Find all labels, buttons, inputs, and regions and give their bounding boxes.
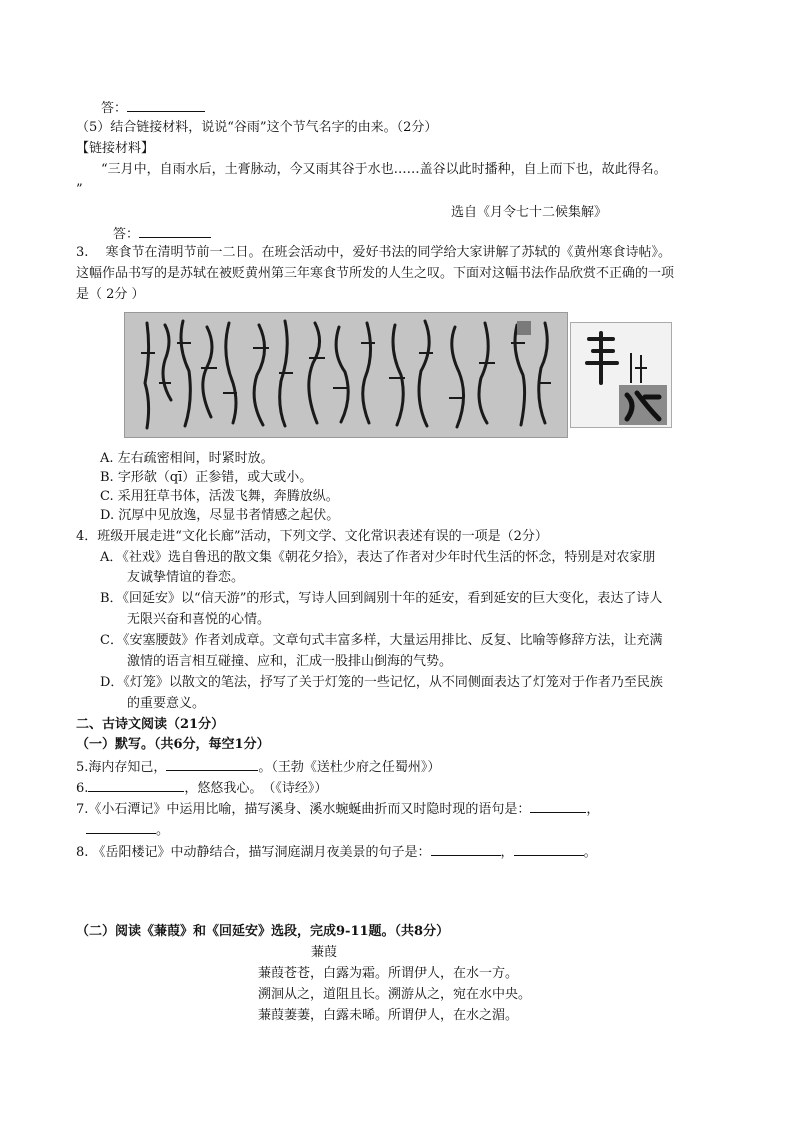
q4-option-b: B．《回延安》以“信天游”的形式，写诗人回到阔别十年的延安，看到延安的巨大变化，表达了诗人 (100, 591, 663, 606)
answer-label: 答： (113, 227, 140, 242)
q4-option-d: D．《灯笼》以散文的笔法，抒写了关于灯笼的一些记忆，从不同侧面表达了灯笼对于作者乃至民族 (100, 675, 663, 690)
q7-suffix: 。 (156, 823, 170, 838)
poem-line-1: 蒹葭苍苍，白露为霜。所谓伊人，在水一方。 (258, 966, 519, 981)
q7-prefix: 7.《小石潭记》中运用比喻，描写溪身、溪水蜿蜒曲折而又时隐时现的语句是： (76, 802, 531, 817)
q6-prefix: 6. (76, 781, 89, 796)
q4-stem: 4．班级开展走进“文化长廊”活动，下列文学、文化常识表述有误的一项是（2分） (76, 529, 548, 544)
q7-blank-1[interactable] (530, 798, 586, 813)
answer-blank[interactable] (139, 223, 211, 238)
poem-line-3: 蒹葭萋萋，白露未晞。所谓伊人，在水之湄。 (258, 1008, 519, 1023)
link-material-source: 选自《月令七十二候集解》 (451, 205, 608, 220)
q4-option-c: C．《安塞腰鼓》作者刘成章。文章句式丰富多样，大量运用排比、反复、比喻等修辞方法，让充满 (100, 633, 663, 648)
answer-label: 答： (101, 101, 128, 116)
q3-option-d: D. 沉厚中见放逸，尽显书者情感之起伏。 (100, 508, 340, 523)
poem-line-2: 溯洄从之，道阻且长。溯游从之，宛在水中央。 (258, 987, 532, 1002)
q3-option-a: A. 左右疏密相间，时紧时放。 (100, 451, 274, 466)
q4-option-b-cont: 无限兴奋和喜悦的心情。 (127, 612, 271, 627)
q8-comma: ， (500, 845, 514, 860)
link-material-heading: 【链接材料】 (76, 141, 155, 156)
q7-blank-2[interactable] (86, 819, 156, 834)
q8-blank-2[interactable] (514, 841, 584, 856)
q3-option-b: B. 字形欹（qī）正参错，或大或小。 (100, 470, 313, 485)
q8-suffix: 。 (583, 845, 597, 860)
q4-option-a: A．《社戏》选自鲁迅的散文集《朝花夕拾》，表达了作者对少年时代生活的怀念，特别是对农家朋 (100, 550, 656, 565)
answer-blank[interactable] (127, 97, 205, 112)
q4-option-a-cont: 友诚挚情谊的眷恋。 (127, 570, 245, 585)
calligraphy-detail-image (570, 322, 672, 428)
calligraphy-detail-strokes (571, 323, 671, 427)
poem-title: 蒹葭 (311, 945, 338, 960)
q5-blank[interactable] (166, 756, 258, 771)
q6-blank[interactable] (88, 777, 184, 792)
link-material-quote-end: ” (76, 182, 83, 197)
q5-prefix: 5.海内存知己， (76, 760, 167, 775)
section-2-title: 二、古诗文阅读（21分） (76, 717, 225, 732)
q8 (76, 841, 597, 863)
q4-option-c-cont: 激情的语言相互碰撞、应和，汇成一股排山倒海的气势。 (127, 654, 453, 669)
q7-comma: ， (586, 802, 600, 817)
q6 (76, 777, 327, 799)
q5 (76, 756, 440, 778)
calligraphy-strokes (125, 313, 567, 437)
q7 (76, 798, 599, 820)
link-material-quote: “三月中，自雨水后，土膏脉动，今又雨其谷于水也……盖谷以此时播种，自上而下也，故此得名。 (101, 162, 667, 177)
subsection-2-title: （二）阅读《蒹葭》和《回延安》选段，完成9-11题。（共8分） (76, 924, 450, 939)
q3-stem-line2: 这幅作品书写的是苏轼在被贬黄州第三年寒食节所发的人生之叹。下面对这幅书法作品欣赏不正确的一项 (76, 266, 675, 281)
q8-prefix: 8. 《岳阳楼记》中动静结合，描写洞庭湖月夜美景的句子是： (76, 845, 431, 860)
q6-suffix: ，悠悠我心。 （《诗经》） (184, 781, 328, 796)
calligraphy-image (124, 312, 568, 438)
answer-line-5 (113, 223, 211, 245)
q3-option-c: C. 采用狂草书体，活泼飞舞，奔腾放纵。 (100, 489, 339, 504)
q4-option-d-cont: 的重要意义。 (127, 696, 206, 711)
subsection-1-title: （一）默写。（共6分，每空1分） (76, 737, 270, 752)
q8-blank-1[interactable] (431, 841, 501, 856)
q3-stem-line1: 3. 寒食节在清明节前一二日。在班会活动中，爱好书法的同学给大家讲解了苏轼的《黄州寒食诗帖》。 (76, 245, 672, 260)
q3-stem-line3: 是（ 2分 ） (76, 287, 145, 302)
question-part-5: （5）结合链接材料，说说“谷雨”这个节气名字的由来。（2分） (76, 120, 438, 135)
q7-cont (86, 819, 169, 841)
answer-line-4 (101, 97, 205, 119)
q5-suffix: 。（王勃《送杜少府之任蜀州》） (258, 760, 441, 775)
